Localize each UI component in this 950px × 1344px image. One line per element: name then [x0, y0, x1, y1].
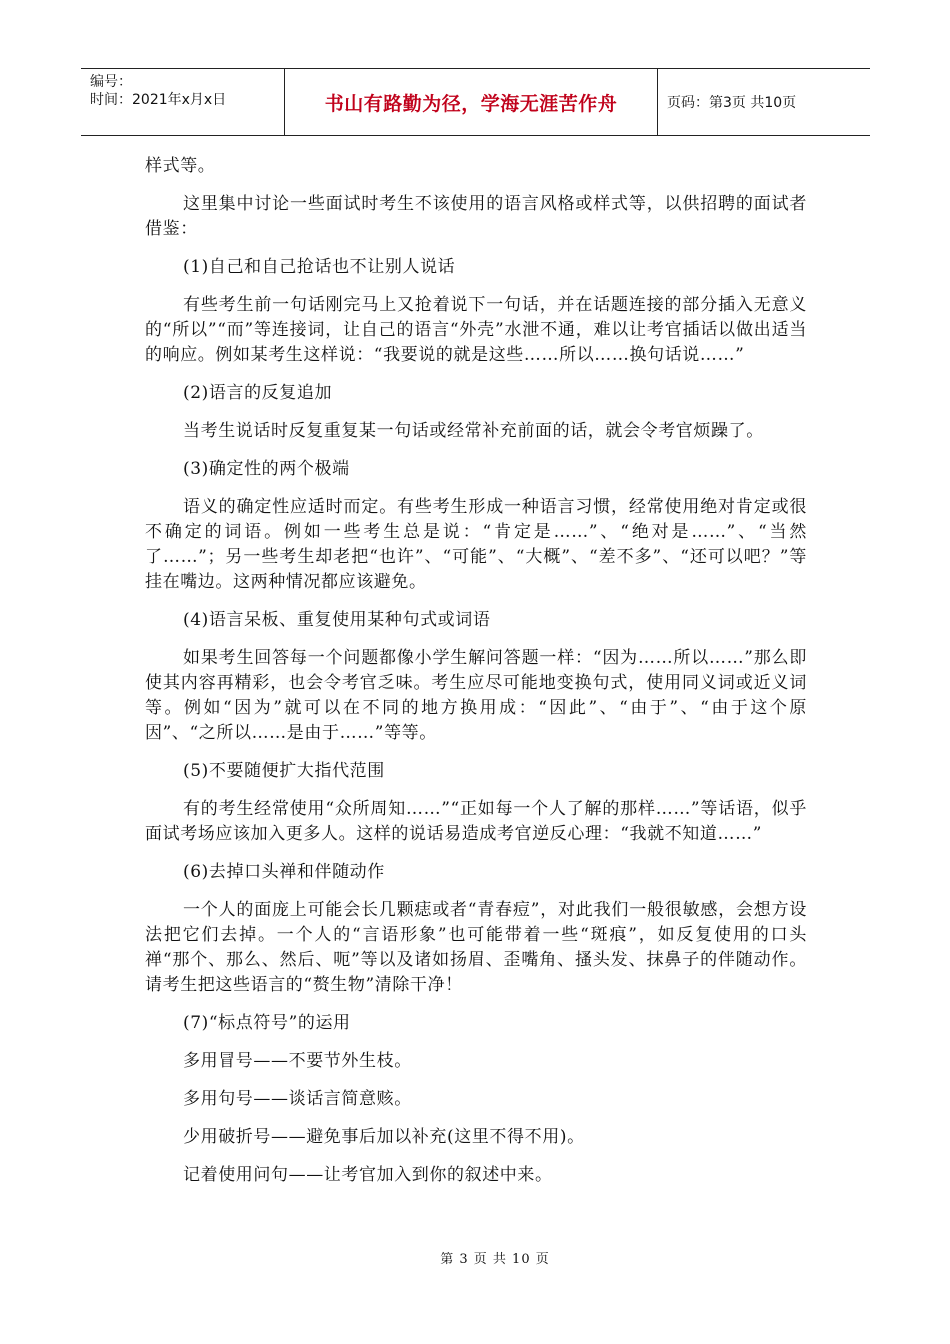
paragraph: 有些考生前一句话刚完马上又抢着说下一句话，并在话题连接的部分插入无意义的“所以”“而”等连接词，让自己的语言“外壳”水泄不通，难以让考官插话以做出适当的响应。例如某考生这样说：“我要说的就是这些……所以……换句话说……”: [145, 295, 807, 365]
section-heading: (4)语言呆板、重复使用某种句式或词语: [183, 610, 491, 630]
number-label: 编号：: [90, 74, 132, 90]
section-heading: (2)语言的反复追加: [183, 383, 333, 403]
page-info-text: 页码：第3页 共10页: [667, 95, 797, 111]
list-item: 记着使用问句——让考官加入到你的叙述中来。: [183, 1165, 553, 1185]
list-item: 少用破折号——避免事后加以补充(这里不得不用)。: [183, 1127, 585, 1147]
paragraph: 一个人的面庞上可能会长几颗痣或者“青春痘”，对此我们一般很敏感，会想方设法把它们去掉。一个人的“言语形象”也可能带着一些“斑痕”，如反复使用的口头禅“那个、那么、然后、呃”等以及诸如扬眉、歪嘴角、搔头发、抹鼻子的伴随动作。请考生把这些语言的“赘生物”清除干净！: [145, 900, 807, 995]
paragraph: 当考生说话时反复重复某一句话或经常补充前面的话，就会令考官烦躁了。: [183, 421, 764, 441]
section-heading: (7)“标点符号”的运用: [183, 1013, 351, 1033]
paragraph: 语义的确定性应适时而定。有些考生形成一种语言习惯，经常使用绝对肯定或很不确定的词语。例如一些考生总是说：“肯定是……”、“绝对是……”、“当然了……”；另一些考生却老把“也许”、“可能”、“大概”、“差不多”、“还可以吧？”等挂在嘴边。这两种情况都应该避免。: [145, 497, 807, 592]
header-motto-cell: [284, 69, 658, 135]
section-heading: (3)确定性的两个极端: [183, 459, 350, 479]
paragraph: 样式等。: [145, 156, 216, 176]
header-meta: [81, 69, 284, 135]
page-header: [81, 68, 870, 136]
footer-page-number: 第 3 页 共 10 页: [440, 1252, 550, 1267]
section-heading: (6)去掉口头禅和伴随动作: [183, 862, 385, 882]
list-item: 多用句号——谈话言简意赅。: [183, 1089, 412, 1109]
time-label: 时间：2021年x月x日: [90, 92, 227, 108]
header-page-info: [658, 69, 870, 135]
paragraph: 这里集中讨论一些面试时考生不该使用的语言风格或样式等，以供招聘的面试者借鉴：: [145, 194, 807, 239]
motto-text: 书山有路勤为径，学海无涯苦作舟: [324, 92, 618, 115]
list-item: 多用冒号——不要节外生枝。: [183, 1051, 412, 1071]
paragraph: 有的考生经常使用“众所周知……”“正如每一个人了解的那样……”等话语，似乎面试考场应该加入更多人。这样的说话易造成考官逆反心理：“我就不知道……”: [145, 799, 807, 844]
section-heading: (1)自己和自己抢话也不让别人说话: [183, 257, 456, 277]
section-heading: (5)不要随便扩大指代范围: [183, 761, 385, 781]
document-body: [145, 154, 807, 1201]
page-footer: [0, 1248, 950, 1267]
paragraph: 如果考生回答每一个问题都像小学生解问答题一样：“因为……所以……”那么即使其内容再精彩，也会令考官乏味。考生应尽可能地变换句式，使用同义词或近义词等。例如“因为”就可以在不同的地方换用成：“因此”、“由于”、“由于这个原因”、“之所以……是由于……”等等。: [145, 648, 807, 743]
